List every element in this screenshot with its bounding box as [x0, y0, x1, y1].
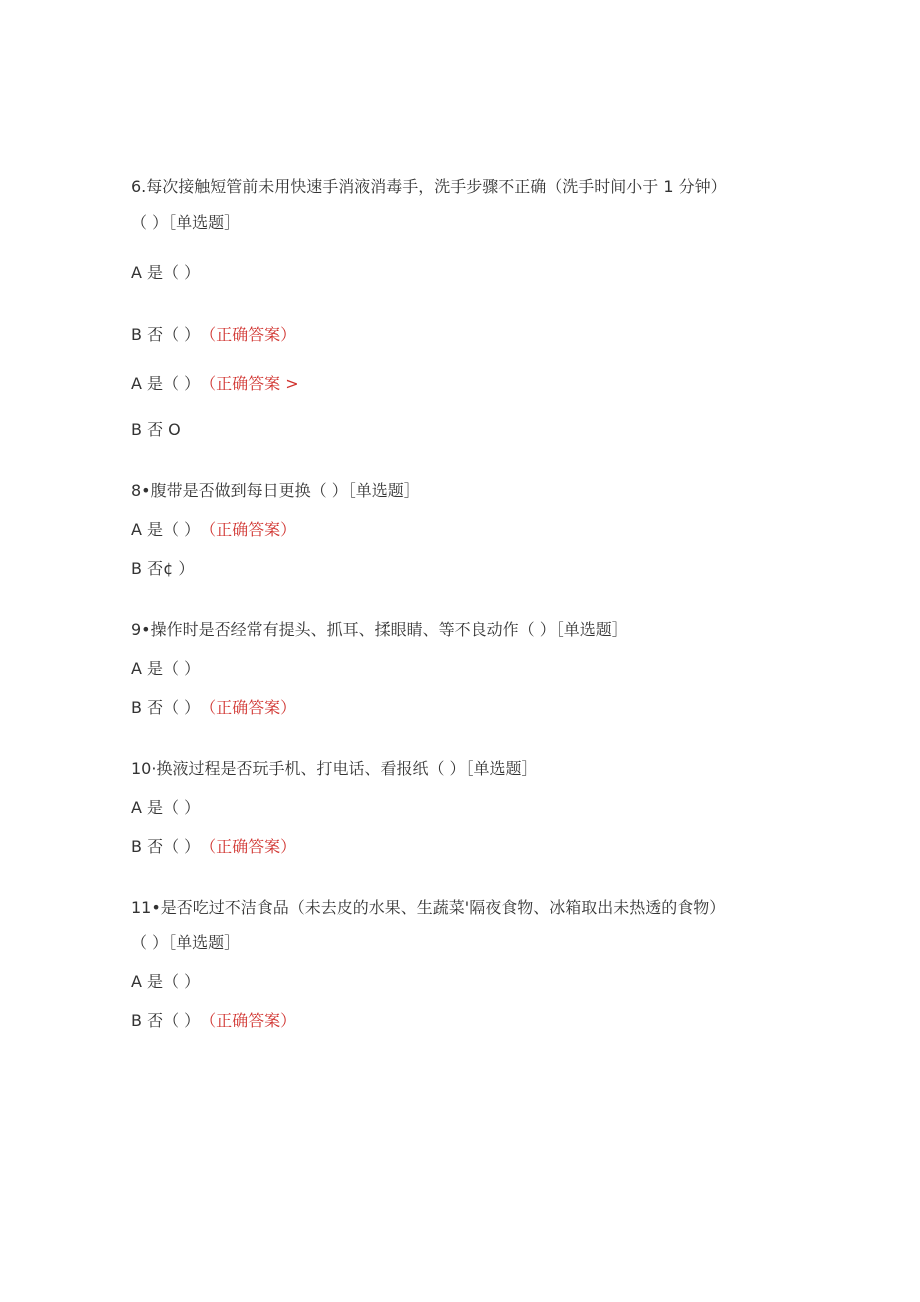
correct-answer-mark: （正确答案）	[208, 837, 297, 856]
correct-answer-mark: （正确答案 >	[208, 374, 299, 393]
question-11-line-2: （ ）［单选题］	[131, 933, 241, 952]
option-b-label: B 否（ ）	[131, 837, 201, 856]
option-b-label: B 否 O	[131, 420, 181, 439]
option-a-label: A 是（ ）	[131, 374, 201, 393]
question-9-line: 9•操作时是否经常有提头、抓耳、揉眼睛、等不良动作（ ）［单选题］	[131, 620, 628, 639]
question-11-text	[131, 897, 725, 919]
question-10-text	[131, 758, 538, 780]
question-8-text	[131, 480, 420, 502]
question-8-option-a	[131, 519, 296, 541]
correct-answer-mark: （正确答案）	[208, 1011, 297, 1030]
question-8-line: 8•腹带是否做到每日更换（ ）［单选题］	[131, 481, 420, 500]
question-6-line-2: （ ）［单选题］	[131, 213, 241, 232]
option-a-label: A 是（ ）	[131, 520, 201, 539]
question-6-option-a	[131, 262, 200, 284]
option-b-label: B 否（ ）	[131, 1011, 201, 1030]
question-11-option-a	[131, 971, 200, 993]
option-a-label: A 是（ ）	[131, 263, 201, 282]
option-b-label: B 否（ ）	[131, 698, 201, 717]
question-7-option-a	[131, 373, 299, 395]
option-a-label: A 是（ ）	[131, 659, 201, 678]
question-6-line-1: 6.每次接触短管前未用快速手消液消毒手，洗手步骤不正确（洗手时间小于 1 分钟）	[131, 177, 727, 196]
question-7-option-b	[131, 419, 181, 441]
correct-answer-mark: （正确答案）	[208, 325, 297, 344]
question-6-type	[131, 212, 240, 234]
correct-answer-mark: （正确答案）	[208, 520, 297, 539]
option-a-label: A 是（ ）	[131, 798, 201, 817]
option-b-label: B 否¢ ）	[131, 559, 195, 578]
question-6-option-b	[131, 324, 296, 346]
question-11-option-b	[131, 1010, 296, 1032]
question-9-option-a	[131, 658, 200, 680]
question-11-line-1: 11•是否吃过不洁食品（未去皮的水果、生蔬菜'隔夜食物、冰箱取出未热透的食物）	[131, 898, 726, 917]
question-11-type	[131, 932, 240, 954]
option-b-label: B 否（ ）	[131, 325, 201, 344]
question-9-text	[131, 619, 628, 641]
question-10-option-a	[131, 797, 200, 819]
question-6-text	[131, 176, 727, 198]
question-10-option-b	[131, 836, 296, 858]
question-10-line: 10·换液过程是否玩手机、打电话、看报纸（ ）［单选题］	[131, 759, 538, 778]
question-9-option-b	[131, 697, 296, 719]
question-8-option-b	[131, 558, 194, 580]
correct-answer-mark: （正确答案）	[208, 698, 297, 717]
option-a-label: A 是（ ）	[131, 972, 201, 991]
